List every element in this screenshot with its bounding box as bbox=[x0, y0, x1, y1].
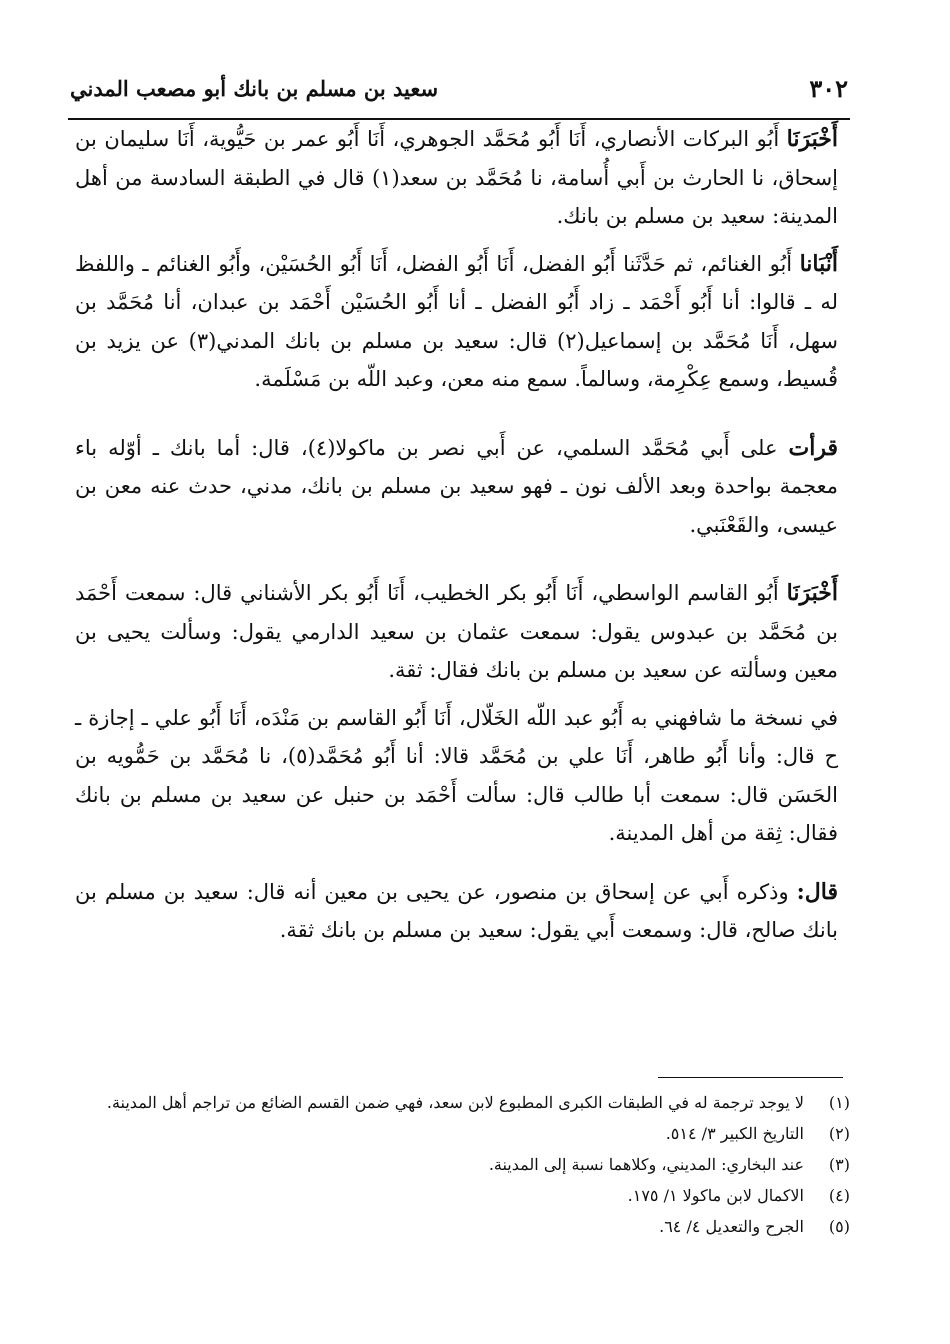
footnote-1 bbox=[100, 1089, 850, 1117]
paragraph-text: في نسخة ما شافهني به أَبُو عبد اللّه الخَلّال، أَنَا أَبُو القاسم بن مَنْدَه، أَنَا أَبُو علي ـ إجازة ـ ح قال: وأنا أَبُو طاهر، أَنَا علي بن مُحَمَّد قالا: أنا أَبُو مُحَمَّد bbox=[75, 705, 838, 768]
paragraph-4 bbox=[75, 574, 838, 690]
page-number: ٣٠٢ bbox=[809, 73, 848, 103]
footnote-5 bbox=[100, 1213, 850, 1241]
footnote-2 bbox=[100, 1120, 850, 1148]
page-header bbox=[70, 62, 848, 114]
footnote-text: الجرح والتعديل ٤/ ٦٤. bbox=[659, 1217, 804, 1236]
main-text bbox=[75, 120, 838, 950]
paragraph-text: قال: سعيد بن مسلم بن بانك المدني bbox=[216, 328, 558, 353]
footnote-number: (٣) bbox=[828, 1155, 850, 1174]
footnote-text: التاريخ الكبير ٣/ ٥١٤. bbox=[665, 1124, 804, 1143]
footnote-3 bbox=[100, 1151, 850, 1179]
footnotes bbox=[100, 1089, 850, 1244]
footnote-number: (٥) bbox=[828, 1217, 850, 1236]
paragraph-text: أَبُو البركات الأنصاري، أَنَا أَبُو مُحَمَّد الجوهري، أَنَا أَبُو عمر بن حَيُّوية، أَنَا سليمان بن إسحاق، نا الحارث بن أَبي أُسامة، نا مُحَمَّد بن سعد bbox=[75, 127, 839, 190]
footnote-ref: (٣) bbox=[188, 328, 217, 353]
paragraph-5 bbox=[75, 699, 838, 853]
paragraph-text: عن يزيد بن قُسيط، وسمع عِكْرِمة، وسالماً. سمع منه معن، وعبد اللّه بن مَسْلَمة. bbox=[75, 328, 838, 391]
paragraph-text: ، قال: أما بانك ـ أوّله باء معجمة بواحدة وبعد الألف نون ـ فهو سعيد بن مسلم بن بانك، مدني، حدث عنه معن بن عيسى، والقَعْنَبي. bbox=[75, 435, 838, 537]
paragraph-text: وذكره أَبي عن إسحاق بن منصور، عن يحيى بن معين أنه قال: سعيد بن مسلم بن بانك صالح، قال: وسمعت أَبي يقول: سعيد بن مسلم بن بانك ثقة. bbox=[75, 879, 838, 942]
footnote-ref: (٥) bbox=[287, 744, 316, 768]
footnote-number: (٤) bbox=[828, 1186, 850, 1205]
paragraph-2 bbox=[75, 245, 838, 399]
footnote-text: عند البخاري: المديني، وكلاهما نسبة إلى المدينة. bbox=[488, 1155, 804, 1174]
running-title: سعيد بن مسلم بن بانك أبو مصعب المدني bbox=[70, 75, 439, 101]
paragraph-lead: قرأت bbox=[788, 434, 838, 461]
paragraph-3 bbox=[75, 429, 838, 545]
paragraph-text: أَبُو الغنائم، ثم حَدَّثَنا أَبُو الفضل، أَنَا أَبُو الفضل، أَنَا أَبُو الحُسَيْن، وأَبُو الغنائم ـ واللفظ له ـ قالوا: أنا أَبُو أَحْمَد ـ زاد أَبُو الفضل ـ أنا أَبُو الحُسَيْن أَحْمَد بن عبدان، أنا مُحَمَّد بن سهل، أَنَا مُحَمَّد بن إسماعيل bbox=[75, 251, 839, 353]
paragraph-text: أَبُو القاسم الواسطي، أَنَا أَبُو بكر الخطيب، أَنَا أَبُو بكر الأشناني قال: سمعت أَحْمَد بن مُحَمَّد بن عبدوس يقول: سمعت عثمان بن سعيد الدارمي يقول: وسألت يحيى بن معين وسألته عن سعيد بن مسلم بن بانك فقال: ثقة. bbox=[75, 581, 838, 682]
paragraph-6 bbox=[75, 873, 838, 950]
footnote-text: لا يوجد ترجمة له في الطبقات الكبرى المطبوع لابن سعد، فهي ضمن القسم الضائع من تراجم أهل المدينة. bbox=[106, 1093, 804, 1112]
footnote-separator bbox=[658, 1077, 843, 1078]
paragraph-1 bbox=[75, 120, 838, 236]
paragraph-lead: أَنْبَانا bbox=[799, 250, 838, 277]
footnote-4 bbox=[100, 1182, 850, 1210]
footnote-ref: (٢) bbox=[557, 328, 585, 353]
paragraph-lead: أَخْبَرَنَا bbox=[786, 580, 838, 606]
paragraph-lead: قال: bbox=[796, 878, 838, 905]
footnote-ref: (١) bbox=[371, 165, 400, 190]
footnote-ref: (٤) bbox=[307, 435, 336, 460]
paragraph-text: ، نا مُحَمَّد بن حَمُّويه بن الحَسَن قال: سمعت أبا طالب قال: سألت أَحْمَد بن حنبل عن سعيد بن مسلم بن بانك فقال: ثِقة من أهل المدينة. bbox=[75, 744, 838, 845]
paragraph-text: قال في الطبقة السادسة من أهل المدينة: سعيد بن مسلم بن بانك. bbox=[75, 165, 838, 228]
footnote-number: (١) bbox=[828, 1093, 850, 1112]
footnote-number: (٢) bbox=[828, 1124, 850, 1143]
footnote-text: الاكمال لابن ماكولا ١/ ١٧٥. bbox=[627, 1186, 804, 1205]
paragraph-lead: أَخْبَرَنَا bbox=[786, 126, 838, 152]
paragraph-text: على أَبي مُحَمَّد السلمي، عن أَبي نصر بن ماكولا bbox=[335, 435, 789, 460]
